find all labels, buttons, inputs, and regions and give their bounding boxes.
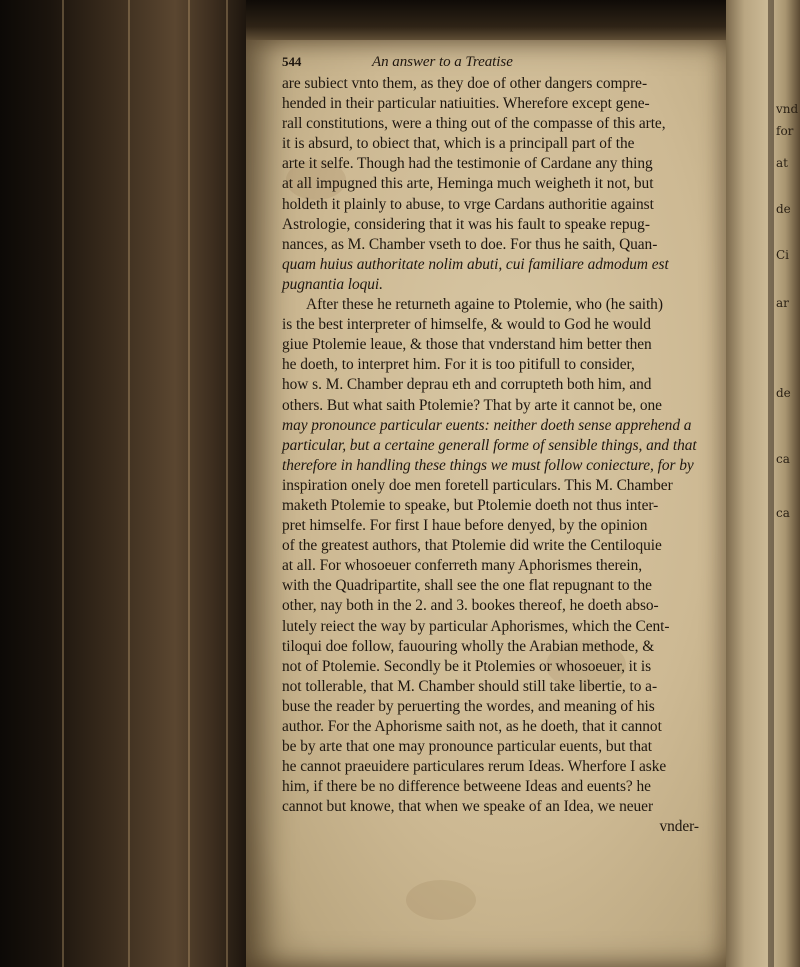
margin-fragment: Ci bbox=[776, 248, 790, 262]
text-line: giue Ptolemie leaue, & those that vnderstand him better then bbox=[282, 336, 652, 354]
text-line: arte it selfe. Though had the testimonie of Cardane any thing bbox=[282, 155, 653, 173]
margin-fragment: de bbox=[776, 202, 791, 216]
text-line: of the greatest authors, that Ptolemie did write the Centiloquie bbox=[282, 537, 662, 555]
catchword: vnder- bbox=[659, 818, 699, 836]
page-header bbox=[282, 52, 707, 72]
text-line: author. For the Aphorisme saith not, as he doeth, that it cannot bbox=[282, 718, 662, 735]
margin-fragment: de bbox=[776, 386, 791, 400]
text-line: holdeth it plainly to abuse, to vrge Cardans authoritie against bbox=[282, 195, 654, 213]
text-line: with the Quadripartite, shall see the one flat repugnant to the bbox=[282, 577, 652, 595]
gutter-edge-line bbox=[62, 0, 64, 967]
text-line: he doeth, to interpret him. For it is too pitifull to consider, bbox=[282, 356, 635, 374]
text-line-quote: may pronounce particular euents: neither doeth sense apprehend a bbox=[282, 416, 692, 434]
margin-fragment: at bbox=[776, 156, 788, 170]
text-line: lutely reiect the way by particular Aphorismes, which the Cent- bbox=[282, 617, 670, 635]
text-line: it is absurd, to obiect that, which is a principall part of the bbox=[282, 135, 635, 153]
text-line: tiloqui doe follow, fauouring wholly the Arabian methode, & bbox=[282, 637, 655, 655]
text-line: Astrologie, considering that it was his fault to speake repug- bbox=[282, 215, 650, 233]
text-line: not of Ptolemie. Secondly be it Ptolemies or whosoeuer, it is bbox=[282, 657, 652, 675]
text-line: are subiect vnto them, as they doe of other dangers compre- bbox=[282, 75, 648, 92]
page-top-shadow bbox=[246, 0, 726, 44]
text-line: at all. For whosoeuer conferreth many Aphorismes therein, bbox=[282, 557, 643, 575]
text-line: not tollerable, that M. Chamber should still take libertie, to a- bbox=[282, 677, 658, 695]
adjacent-page-edge bbox=[726, 0, 800, 967]
paragraph-start-line: After these he returneth againe to Ptolemie, who (he saith) bbox=[306, 296, 663, 314]
text-line-latin: quam huius authoritate nolim abuti, cui familiare admodum est bbox=[282, 255, 669, 273]
text-line: pret himselfe. For first I haue before denyed, by the opinion bbox=[282, 517, 648, 535]
text-line: nances, as M. Chamber vseth to doe. For thus he saith, Quan- bbox=[282, 235, 658, 253]
text-line: how s. M. Chamber deprau eth and corrupteth both him, and bbox=[282, 376, 652, 394]
running-head: An answer to a Treatise bbox=[372, 54, 513, 70]
page-fold-shadow bbox=[768, 0, 774, 967]
text-line: other, nay both in the 2. and 3. bookes thereof, he doeth abso- bbox=[282, 597, 659, 615]
gutter-edge-line bbox=[128, 0, 130, 967]
margin-fragment: for bbox=[776, 124, 794, 138]
margin-fragment: ca bbox=[776, 506, 790, 520]
text-line: maketh Ptolemie to speake, but Ptolemie doeth not thus inter- bbox=[282, 496, 659, 514]
margin-fragment: ar bbox=[776, 296, 789, 310]
text-line: rall constitutions, were a thing out of the compasse of this arte, bbox=[282, 115, 666, 133]
text-line: is the best interpreter of himselfe, & would to God he would bbox=[282, 316, 651, 334]
paper-stain bbox=[406, 880, 476, 920]
text-line: inspiration onely doe men foretell particulars. This M. Chamber bbox=[282, 476, 673, 494]
binding-gutter bbox=[0, 0, 250, 967]
gutter-edge-line bbox=[226, 0, 228, 967]
text-line: be by arte that one may pronounce particular euents, but that bbox=[282, 738, 653, 756]
text-line: others. But what saith Ptolemie? That by arte it cannot be, one bbox=[282, 396, 662, 414]
text-line: him, if there be no difference betweene Ideas and euents? he bbox=[282, 778, 651, 796]
page-number: 544 bbox=[282, 54, 302, 69]
margin-fragment: vnd bbox=[776, 102, 799, 116]
page-text bbox=[282, 52, 707, 838]
text-line: he cannot praeuidere particulares rerum Ideas. Wherfore I aske bbox=[282, 758, 667, 776]
gutter-edge-line bbox=[188, 0, 190, 967]
text-line: cannot but knowe, that when we speake of an Idea, we neuer bbox=[282, 798, 654, 816]
text-line-quote: therefore in handling these things we must follow coniecture, for by bbox=[282, 456, 694, 474]
margin-fragment: ca bbox=[776, 452, 790, 466]
text-line-latin: pugnantia loqui. bbox=[282, 275, 383, 293]
text-line: buse the reader by peruerting the wordes, and meaning of his bbox=[282, 697, 655, 715]
text-line: hended in their particular natiuities. Wherefore except gene- bbox=[282, 95, 650, 113]
text-line: at all impugned this arte, Heminga much weigheth it not, but bbox=[282, 175, 654, 193]
text-line-quote: particular, but a certaine generall forme of sensible things, and that bbox=[282, 436, 697, 454]
